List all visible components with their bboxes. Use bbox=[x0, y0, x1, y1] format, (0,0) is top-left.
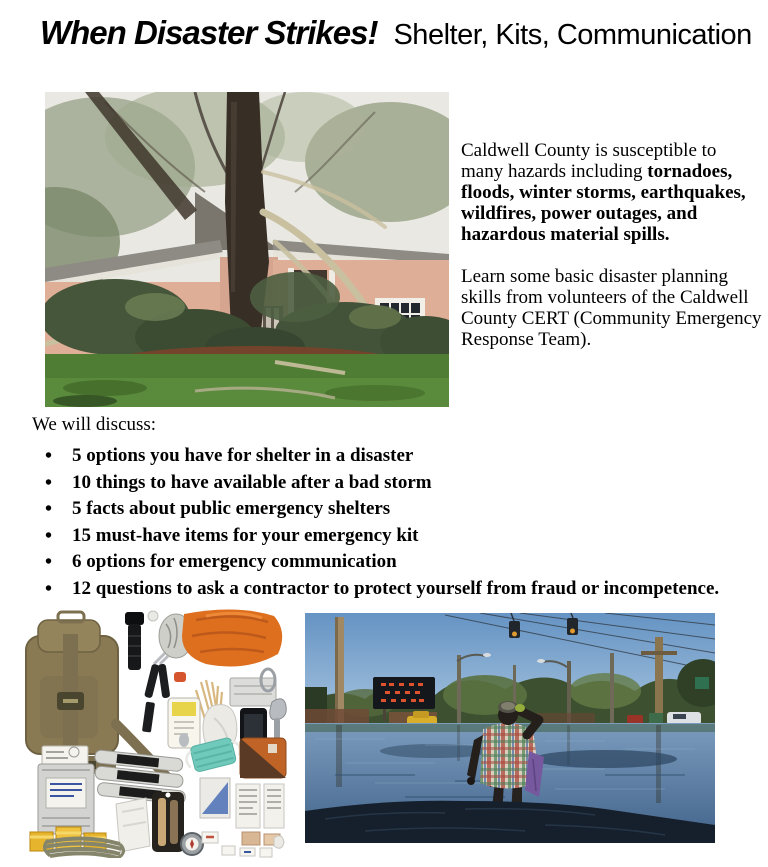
mre-pack bbox=[38, 746, 94, 834]
hazards-paragraph bbox=[461, 140, 763, 245]
compass bbox=[181, 833, 203, 855]
spoon bbox=[179, 733, 189, 747]
emergency-bivvy-sack bbox=[159, 609, 282, 666]
yard bbox=[45, 346, 449, 407]
whistle bbox=[174, 672, 186, 682]
title-sub: Shelter, Kits, Communication bbox=[393, 19, 752, 51]
list-item: • 10 things to have available after a bad storm bbox=[32, 470, 756, 497]
red-object bbox=[627, 715, 643, 724]
discussion-section bbox=[32, 414, 756, 602]
page-title bbox=[40, 14, 752, 52]
list-item: • 5 options you have for shelter in a disaster bbox=[32, 443, 756, 470]
first-aid-pouch bbox=[240, 738, 286, 778]
emergency-kit-photo bbox=[16, 606, 290, 858]
discussion-list bbox=[32, 443, 756, 602]
list-item: • 5 facts about public emergency shelters bbox=[32, 496, 756, 523]
water-purification-pack bbox=[168, 698, 200, 748]
hazards-text-bold: tornadoes, floods, winter storms, earthquakes, wildfires, power outages, and hazardous material spills. bbox=[461, 161, 746, 245]
list-item: • 15 must-have items for your emergency kit bbox=[32, 523, 756, 550]
tool-kit-tube bbox=[152, 792, 184, 852]
intro-text bbox=[461, 140, 763, 371]
list-item: • 12 questions to ask a contractor to protect yourself from fraud or incompetence. bbox=[32, 576, 756, 603]
green-item bbox=[515, 704, 525, 712]
cert-paragraph: Learn some basic disaster planning skills from volunteers of the Caldwell County CERT (Community Emergency Response Team). bbox=[461, 266, 762, 350]
list-item: • 6 options for emergency communication bbox=[32, 549, 756, 576]
tablet-case bbox=[148, 611, 158, 621]
green-dumpster bbox=[649, 713, 663, 724]
discussion-lead: We will discuss: bbox=[32, 414, 157, 435]
title-main: When Disaster Strikes! bbox=[40, 14, 378, 51]
flood-street-photo bbox=[305, 613, 715, 843]
hazards-text-normal: Caldwell County is susceptible to many hazards including bbox=[461, 140, 717, 182]
storm-damage-photo bbox=[45, 92, 449, 407]
green-street-sign bbox=[695, 677, 709, 689]
